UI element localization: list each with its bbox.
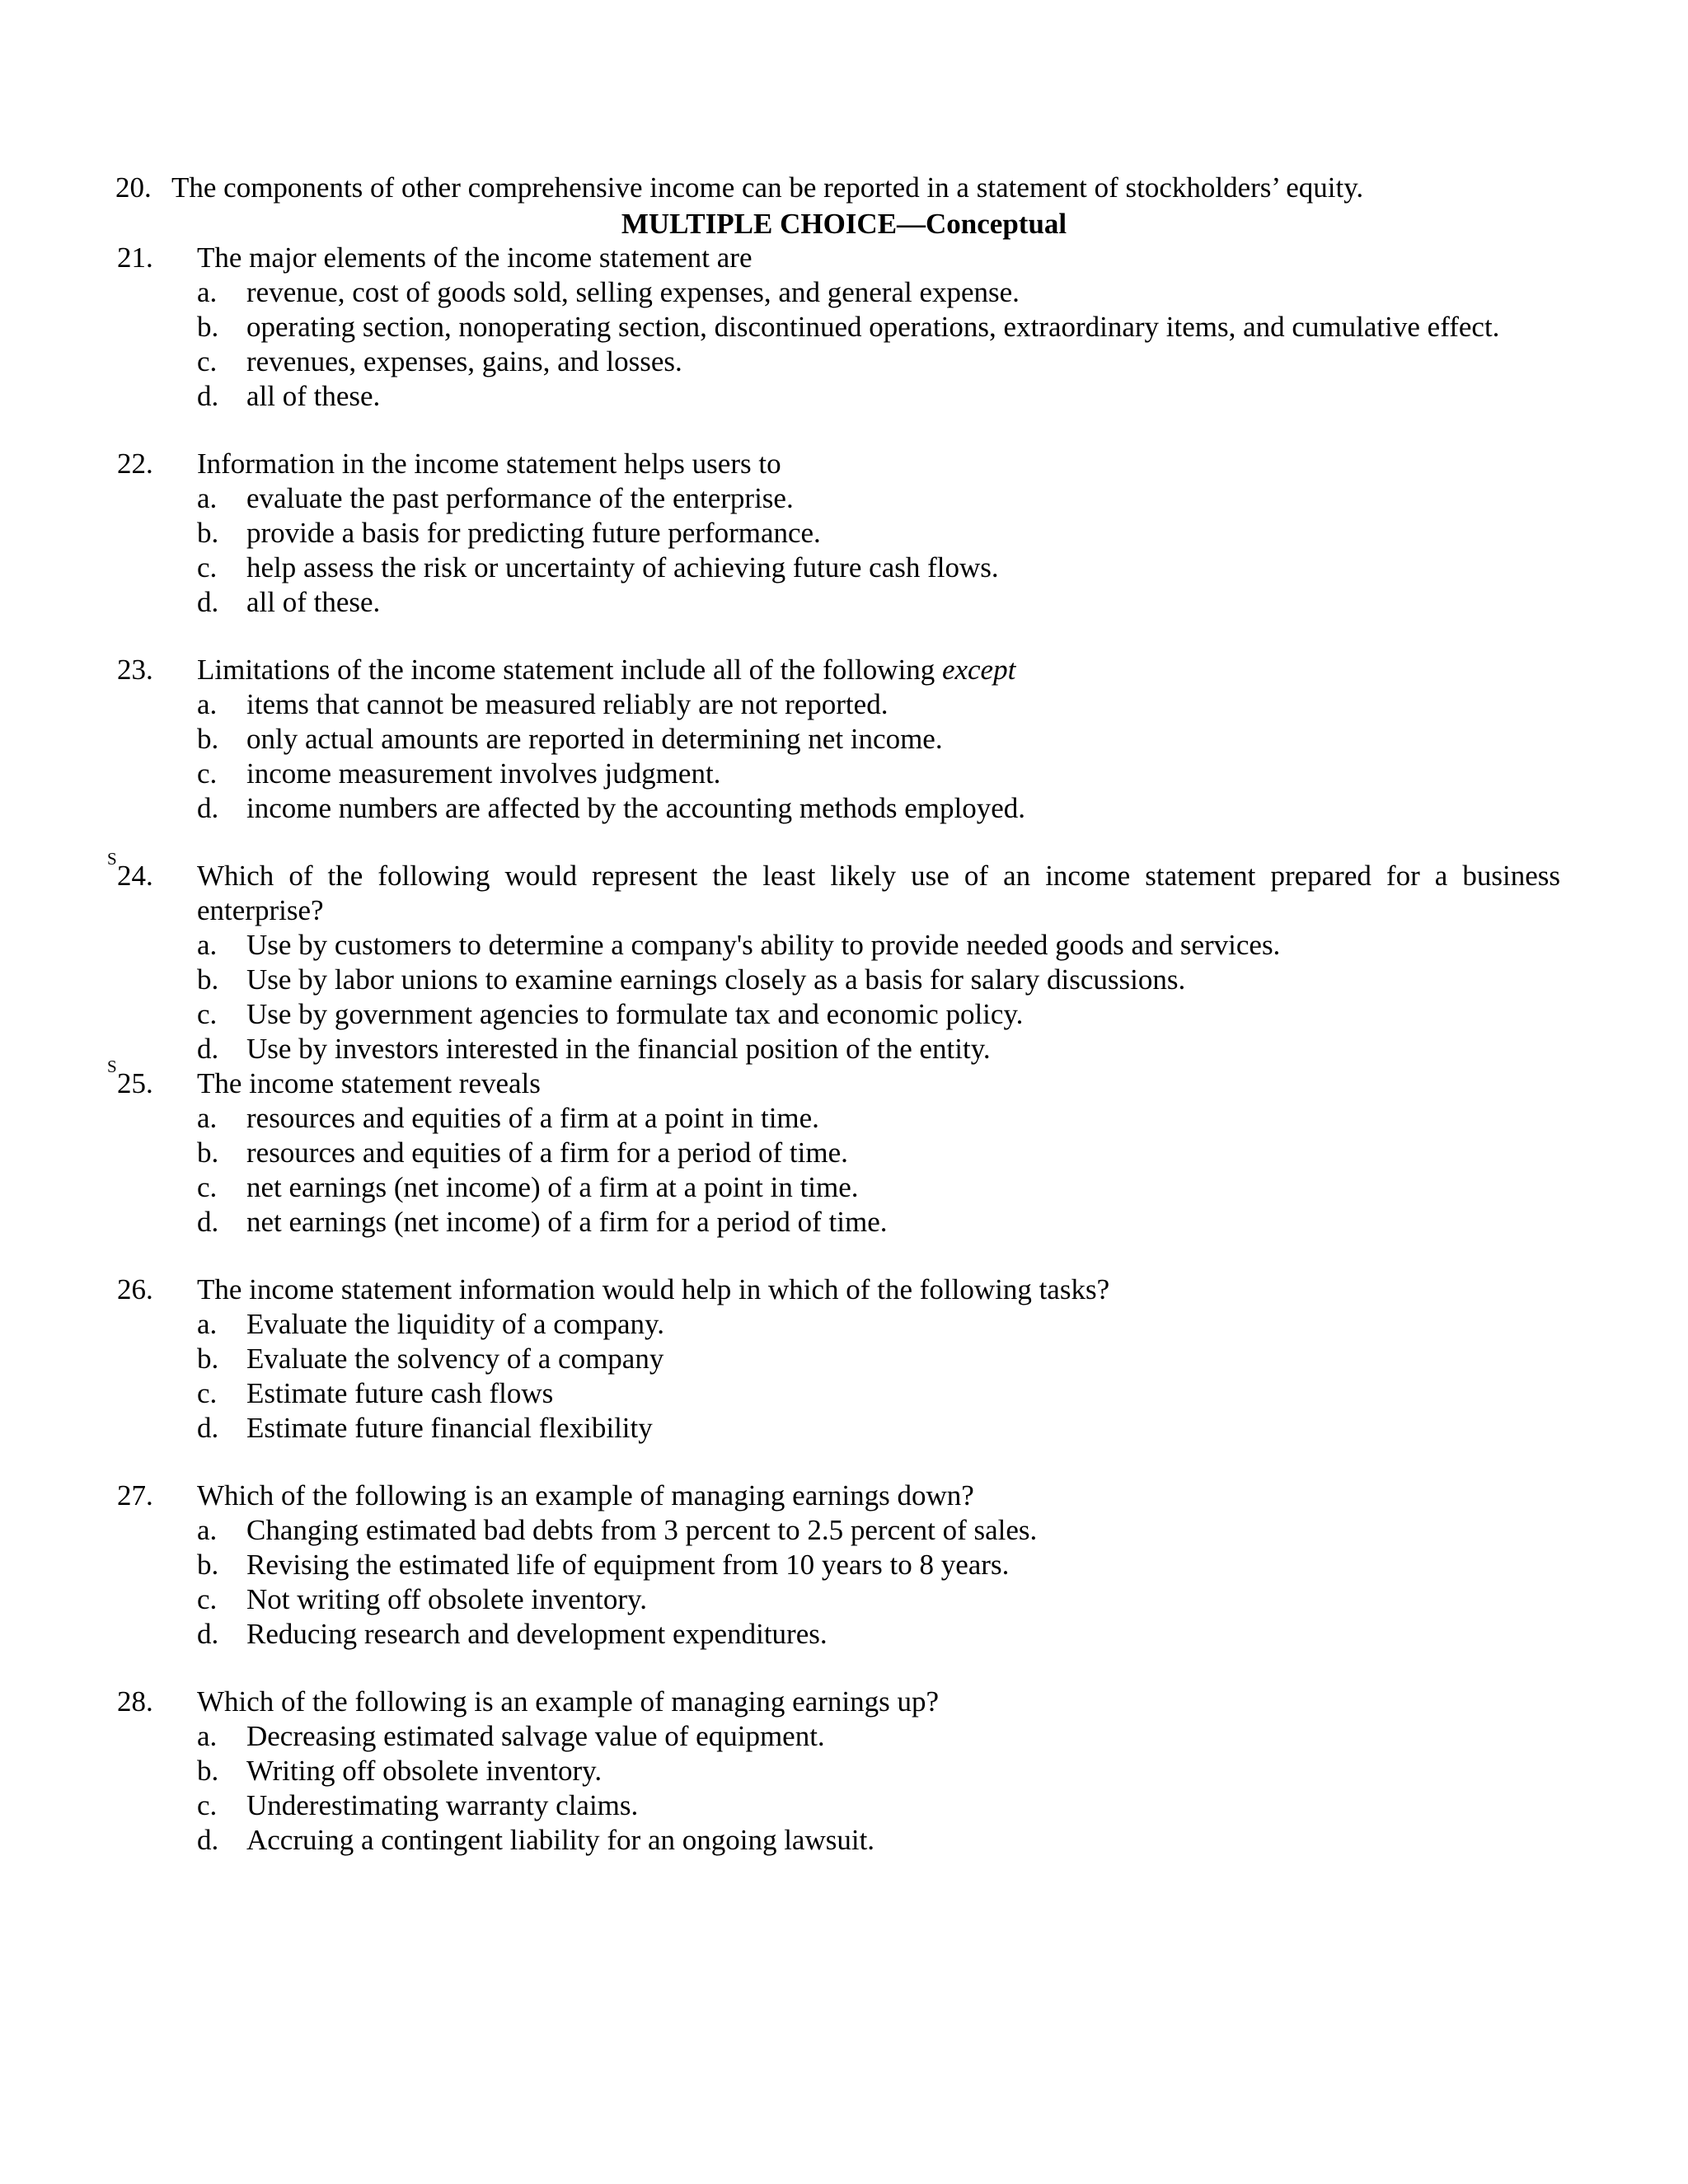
answer-option-d: d. Use by investors interested in the financial position of the entity. (197, 1033, 991, 1065)
answer-option-d: d. all of these. (197, 380, 381, 412)
answer-option-c: c. Not writing off obsolete inventory. (197, 1583, 648, 1615)
answer-option-a: a. resources and equities of a firm at a point in time. (197, 1102, 819, 1134)
question-25: S 25. The income statement reveals a. resources and equities of a firm at a point in time. b. resources and equities of a firm for a period of time. c. net earnings (net income) of a firm at a point in time. d. net earnings (net income) of a firm for a period of time. (0, 1066, 1688, 1240)
answer-options (0, 275, 1688, 414)
answer-option-d: d. income numbers are affected by the accounting methods employed. (197, 792, 1025, 824)
answer-options (0, 928, 1688, 1066)
answer-option-b: b. only actual amounts are reported in determining net income. (197, 723, 943, 755)
emphasis-except: except (941, 654, 1016, 686)
answer-option-a: a. evaluate the past performance of the enterprise. (197, 482, 794, 514)
answer-option-c: c. income measurement involves judgment. (197, 757, 721, 790)
question-stem: Limitations of the income statement include all of the following except (197, 654, 1016, 686)
answer-option-b: b. Evaluate the solvency of a company (197, 1343, 664, 1375)
answer-option-b: b. Writing off obsolete inventory. (197, 1755, 603, 1787)
question-28: 28. Which of the following is an example of managing earnings up? a. Decreasing estimated salvage value of equipment. b. Writing off obsolete inventory. c. Underestimating warranty claims. d. Accruing a contingent liability for an ongoing lawsuit. (0, 1685, 1688, 1858)
true-false-item-20 (115, 170, 1363, 206)
question-stem: Which of the following is an example of managing earnings up? (197, 1685, 940, 1718)
answer-options (0, 1101, 1688, 1240)
answer-option-b: b. Use by labor unions to examine earnings closely as a basis for salary discussions. (197, 963, 1186, 996)
answer-option-b: b. resources and equities of a firm for a period of time. (197, 1137, 848, 1169)
question-stem: Information in the income statement helps users to (197, 448, 781, 480)
answer-option-c: c. net earnings (net income) of a firm at a point in time. (197, 1171, 859, 1203)
answer-option-a: a. Decreasing estimated salvage value of equipment. (197, 1720, 825, 1752)
answer-option-a: a. Use by customers to determine a company's ability to provide needed goods and services. (197, 929, 1281, 961)
answer-option-b: b. operating section, nonoperating section, discontinued operations, extraordinary items, and cumulative effect. (197, 311, 1500, 343)
answer-option-a: a. revenue, cost of goods sold, selling expenses, and general expense. (197, 276, 1020, 308)
answer-option-a: a. items that cannot be measured reliably are not reported. (197, 688, 889, 720)
question-22: 22. Information in the income statement helps users to a. evaluate the past performance of the enterprise. b. provide a basis for predicting future performance. c. help assess the risk or uncertainty of achieving future cash flows. d. all of these. (0, 447, 1688, 620)
answer-options (0, 1307, 1688, 1446)
question-list (0, 241, 1688, 1891)
answer-option-c: c. Underestimating warranty claims. (197, 1789, 639, 1821)
answer-option-b: b. provide a basis for predicting future performance. (197, 517, 821, 549)
question-stem: The income statement information would help in which of the following tasks? (197, 1273, 1110, 1305)
question-stem: Which of the following is an example of managing earnings down? (197, 1479, 974, 1511)
answer-options (0, 1513, 1688, 1652)
answer-options (0, 1719, 1688, 1858)
answer-option-a: a. Evaluate the liquidity of a company. (197, 1308, 665, 1340)
answer-option-d: d. Estimate future financial flexibility (197, 1412, 653, 1444)
question-stem: The income statement reveals (197, 1067, 541, 1099)
answer-option-d: d. all of these. (197, 586, 381, 618)
answer-option-d: d. Reducing research and development expenditures. (197, 1618, 828, 1650)
question-26: 26. The income statement information would help in which of the following tasks? a. Evaluate the liquidity of a company. b. Evaluate the solvency of a company c. Estimate future cash flows d. Estimate future financial flexibility (0, 1272, 1688, 1446)
answer-options (0, 481, 1688, 620)
question-23: 23. Limitations of the income statement include all of the following except a. items that cannot be measured reliably are not reported. b. only actual amounts are reported in determining net income. c. income measurement involves judgment. d. income numbers are affected by the accounting methods employed. (0, 653, 1688, 826)
answer-option-d: d. Accruing a contingent liability for an ongoing lawsuit. (197, 1824, 875, 1856)
section-heading: MULTIPLE CHOICE—Conceptual (621, 208, 1067, 240)
item-number: 20. (115, 171, 152, 204)
question-stem: Which of the following would represent the least likely use of an income statement prepared for a business enterprise? (197, 860, 1560, 926)
answer-option-a: a. Changing estimated bad debts from 3 percent to 2.5 percent of sales. (197, 1514, 1038, 1546)
question-21: 21. The major elements of the income statement are a. revenue, cost of goods sold, selling expenses, and general expense. b. operating section, nonoperating section, discontinued operations, extraordinary items, and cumulative effect. c. revenues, expenses, gains, and losses. d. all of these. (0, 241, 1688, 414)
question-stem: The major elements of the income statement are (197, 241, 753, 274)
answer-option-c: c. Estimate future cash flows (197, 1377, 554, 1409)
answer-option-d: d. net earnings (net income) of a firm for a period of time. (197, 1206, 888, 1238)
question-27: 27. Which of the following is an example of managing earnings down? a. Changing estimated bad debts from 3 percent to 2.5 percent of sales. b. Revising the estimated life of equipment from 10 years to 8 years. c. Not writing off obsolete inventory. d. Reducing research and development expenditures. (0, 1479, 1688, 1652)
question-24: S 24. Which of the following would represent the least likely use of an income statement prepared for a business enterprise? a. Use by customers to determine a company's ability to provide needed goods and services. b. Use by labor unions to examine earnings closely as a basis for salary discussions. c. Use by government agencies to formulate tax and economic policy. d. Use by investors interested in the financial position of the entity. (0, 859, 1688, 1066)
item-text: The components of other comprehensive income can be reported in a statement of stockholders’ equity. (171, 171, 1364, 204)
answer-options (0, 687, 1688, 826)
answer-option-c: c. help assess the risk or uncertainty of achieving future cash flows. (197, 551, 999, 583)
answer-option-b: b. Revising the estimated life of equipment from 10 years to 8 years. (197, 1549, 1010, 1581)
answer-option-c: c. revenues, expenses, gains, and losses. (197, 345, 682, 377)
answer-option-c: c. Use by government agencies to formulate tax and economic policy. (197, 998, 1024, 1030)
